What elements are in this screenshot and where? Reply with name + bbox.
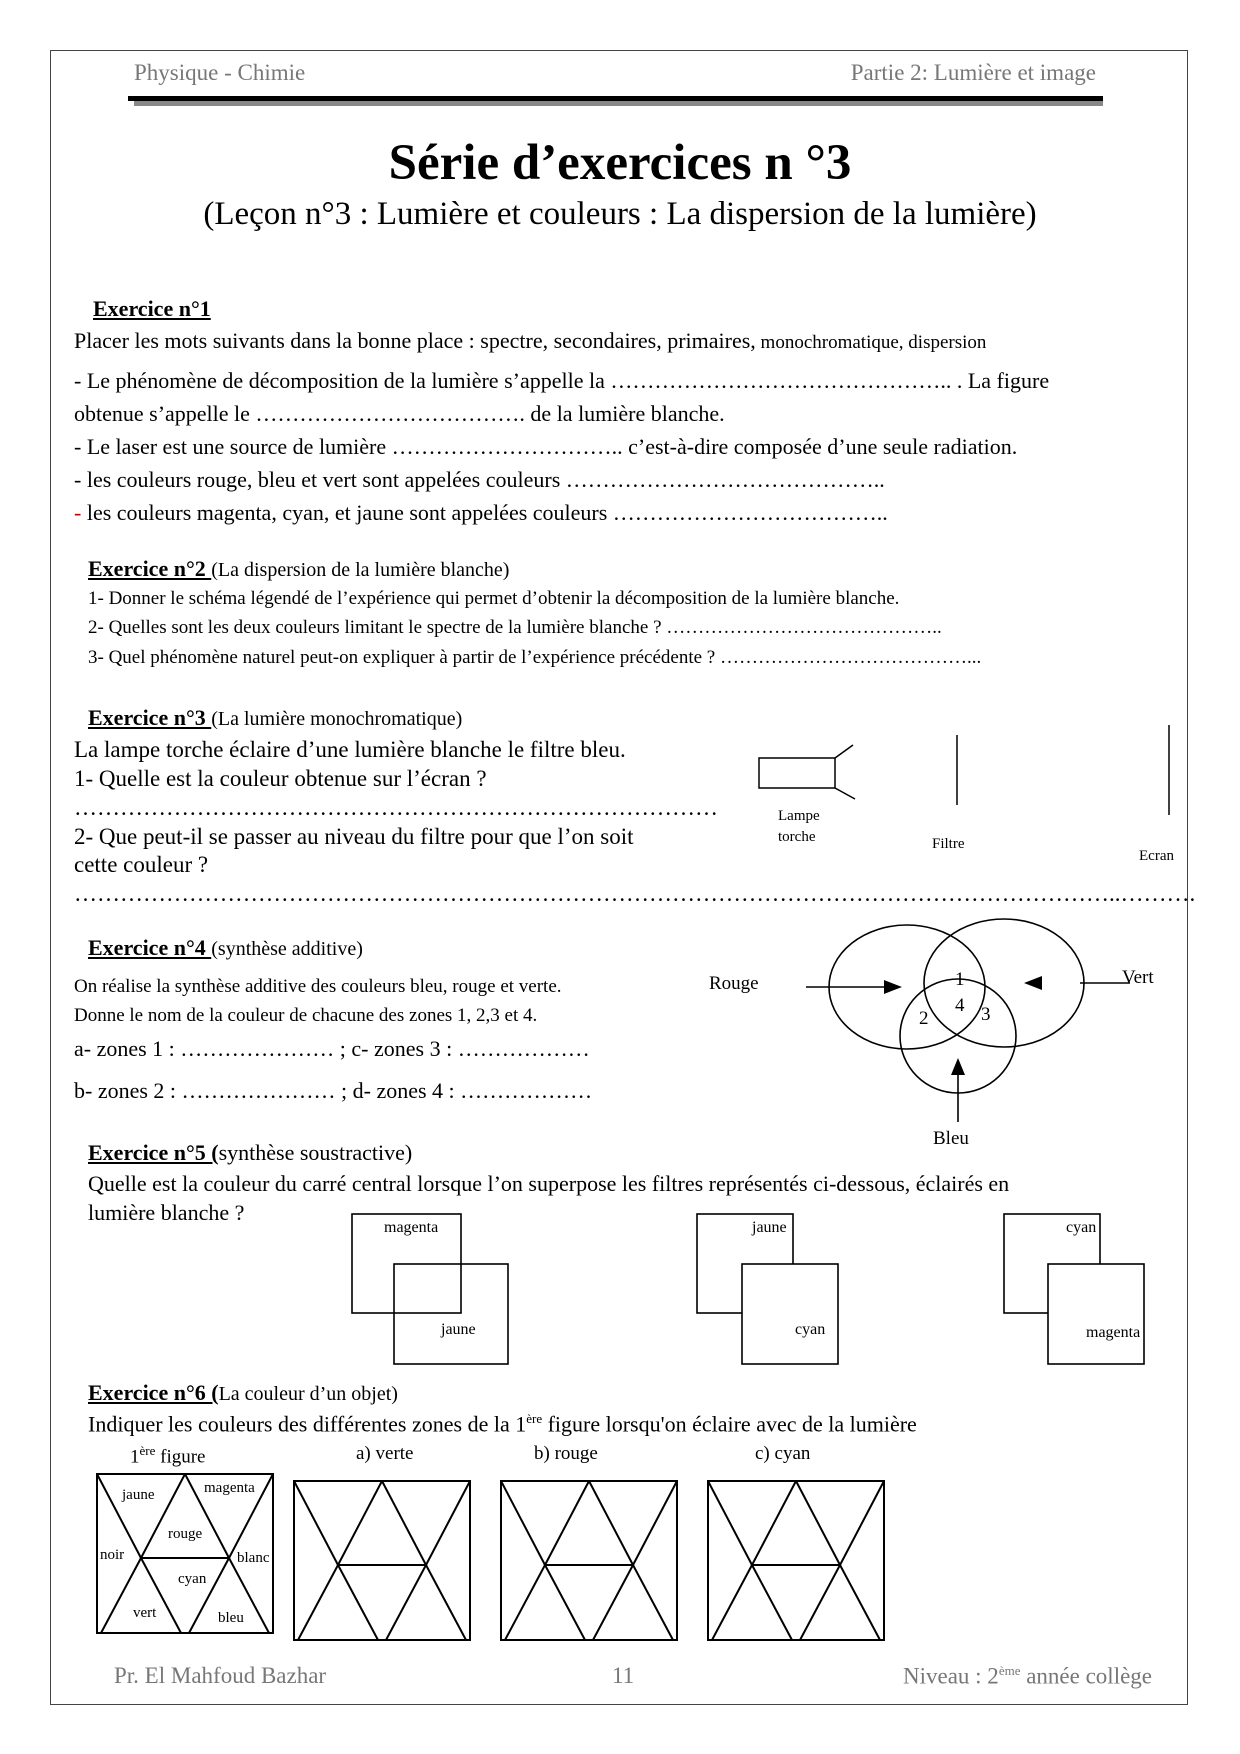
ex1-instruction-words: monochromatique, dispersion (755, 332, 987, 353)
ex1-line4-dash: - (74, 500, 82, 525)
zone-cyan: cyan (178, 1571, 207, 1587)
label-vert: Vert (1122, 967, 1154, 988)
ex5-subtitle: synthèse soustractive) (218, 1140, 413, 1165)
ex4-line-a: a- zones 1 : ………………… ; c- zones 3 : ……………… (74, 1036, 590, 1061)
fig1-sup: ère (139, 1443, 156, 1458)
page-title: Série d’exercices n °3 (388, 135, 852, 191)
ex3-subtitle: (La lumière monochromatique) (211, 708, 463, 730)
ex5-question2: lumière blanche ? (88, 1200, 245, 1225)
ex3-answer-dots2: ………………………………………………………………………………………………………………………..………. (74, 881, 1196, 906)
footer-level-b: année collège (1020, 1663, 1152, 1689)
ex3-heading: Exercice n°3 (88, 705, 212, 730)
figure-a-verte (294, 1481, 470, 1640)
ex1-heading: Exercice n°1 (93, 296, 211, 321)
zone-vert: vert (133, 1605, 157, 1621)
fig1-label: figure (155, 1446, 206, 1468)
ex6-question-a: Indiquer les couleurs des différentes zones de la 1 (88, 1411, 527, 1437)
zone-bleu: bleu (218, 1610, 244, 1626)
pair2-front-label: cyan (795, 1321, 826, 1338)
zone-3: 3 (981, 1004, 991, 1025)
footer-level-a: Niveau : 2 (903, 1663, 999, 1689)
ex6-question-sup: ère (526, 1411, 543, 1426)
pair3-front-label: magenta (1086, 1324, 1141, 1341)
ex5-question1: Quelle est la couleur du carré central lorsque l’on superpose les filtres représentés ci-dessous, éclairés en (88, 1171, 1010, 1196)
footer-author: Pr. El Mahfoud Bazhar (114, 1663, 327, 1688)
ex1-line4-text: les couleurs magenta, cyan, et jaune sont appelées couleurs ……………………………….. (81, 500, 888, 525)
filter-label: Filtre (932, 836, 965, 852)
ex4-line-b: b- zones 2 : ………………… ; d- zones 4 : ……………… (74, 1078, 593, 1103)
ex4-intro2: Donne le nom de la couleur de chacune des zones 1, 2,3 et 4. (74, 1005, 538, 1026)
fig1-num: 1 (130, 1446, 140, 1468)
page-subtitle: (Leçon n°3 : Lumière et couleurs : La dispersion de la lumière) (203, 196, 1037, 232)
zone-blanc: blanc (237, 1550, 270, 1566)
zone-magenta: magenta (204, 1480, 255, 1496)
ex3-q2a: 2- Que peut-il se passer au niveau du filtre pour que l’on soit (74, 824, 634, 849)
footer-page-number: 11 (612, 1663, 635, 1688)
lamp-label-2: torche (778, 829, 816, 845)
ex3-answer-dots1: ………………………………………………………………………… (74, 795, 718, 820)
ex5-heading: Exercice n°5 ( (88, 1140, 219, 1165)
label-bleu: Bleu (933, 1128, 969, 1149)
ex2-subtitle: (La dispersion de la lumière blanche) (211, 559, 510, 581)
ex2-q2: 2- Quelles sont les deux couleurs limitant le spectre de la lumière blanche ? …………………………………….. (88, 617, 942, 638)
ex6-heading: Exercice n°6 ( (88, 1380, 219, 1405)
pair1-front-label: jaune (441, 1321, 476, 1338)
figure-c-cyan (708, 1481, 884, 1640)
zone-jaune: jaune (122, 1487, 155, 1503)
ex6-question-b: figure lorsqu'on éclaire avec de la lumière (542, 1411, 917, 1437)
ex6-subtitle: La couleur d’un objet) (218, 1383, 398, 1405)
ex4-subtitle: (synthèse additive) (211, 938, 363, 960)
ex2-heading: Exercice n°2 (88, 556, 212, 581)
ex2-q1: 1- Donner le schéma légendé de l’expérience qui permet d’obtenir la décomposition de la lumière blanche. (88, 588, 900, 609)
zone-2: 2 (919, 1008, 929, 1029)
ex2-q3: 3- Quel phénomène naturel peut-on expliquer à partir de l’expérience précédente ? …………………………………... (88, 647, 982, 668)
ex4-intro1: On réalise la synthèse additive des couleurs bleu, rouge et verte. (74, 976, 562, 997)
header-part: Partie 2: Lumière et image (850, 60, 1096, 85)
fig-b-title: b) rouge (534, 1443, 598, 1464)
fig-c-title: c) cyan (755, 1443, 811, 1464)
ex4-heading: Exercice n°4 (88, 935, 212, 960)
ex3-q1: 1- Quelle est la couleur obtenue sur l’écran ? (74, 766, 487, 791)
figure-b-rouge (501, 1481, 677, 1640)
ex1-line2: - Le laser est une source de lumière ………………………….. c’est-à-dire composée d’une seule radiation. (74, 434, 1018, 459)
zone-rouge: rouge (168, 1526, 203, 1542)
ex1-instruction-main: Placer les mots suivants dans la bonne place : spectre, secondaires, primaires, (74, 328, 756, 353)
pair3-back-label: cyan (1066, 1219, 1097, 1236)
pair2-back-label: jaune (752, 1219, 787, 1236)
ex1-line1b: obtenue s’appelle le ………………………………. de la lumière blanche. (74, 401, 725, 426)
fig-a-title: a) verte (356, 1443, 414, 1464)
ex1-line1a: - Le phénomène de décomposition de la lumière s’appelle la ……………………………………….. . La figure (74, 368, 1050, 393)
footer-level (903, 1663, 1152, 1690)
header-subject: Physique - Chimie (134, 60, 306, 85)
footer-level-sup: ème (998, 1663, 1021, 1678)
ex3-q2b: cette couleur ? (74, 852, 209, 877)
ex3-intro: La lampe torche éclaire d’une lumière blanche le filtre bleu. (74, 737, 626, 762)
zone-noir: noir (100, 1547, 125, 1563)
lamp-label-1: Lampe (778, 808, 820, 824)
zone-1: 1 (955, 969, 965, 990)
zone-4: 4 (955, 995, 965, 1016)
screen-label: Ecran (1139, 848, 1174, 864)
ex1-line3: - les couleurs rouge, bleu et vert sont appelées couleurs …………………………………….. (74, 467, 885, 492)
label-rouge: Rouge (709, 973, 759, 994)
pair1-back-label: magenta (384, 1219, 439, 1236)
